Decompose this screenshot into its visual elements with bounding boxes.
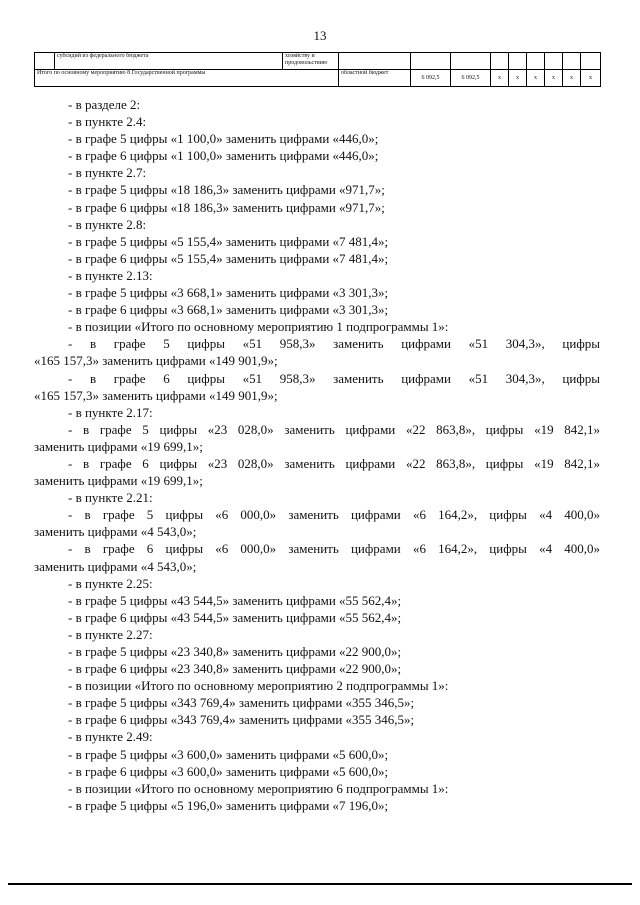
list-item: - в графе 5 цифры «6 000,0» заменить цифрами «6 164,2», цифры «4 400,0» (68, 507, 600, 523)
list-item: - в позиции «Итого по основному мероприятию 2 подпрограммы 1»: (68, 678, 449, 694)
list-item: «165 157,3» заменить цифрами «149 901,9»; (34, 387, 278, 403)
list-item: - в графе 5 цифры «43 544,5» заменить цифрами «55 562,4»; (68, 592, 402, 608)
table-row (35, 70, 601, 87)
list-item: - в графе 5 цифры «3 668,1» заменить цифрами «3 301,3»; (68, 285, 389, 301)
list-item: - в пункте 2.21: (68, 490, 153, 506)
table-cell (411, 53, 451, 70)
list-item: - в графе 5 цифры «23 340,8» заменить цифрами «22 900,0»; (68, 644, 402, 659)
table-cell (491, 53, 509, 70)
table-cell (563, 53, 581, 70)
table-cell (451, 53, 491, 70)
table-cell (339, 53, 411, 70)
table-cell (509, 53, 527, 70)
list-item: - в графе 5 цифры «343 769,4» заменить цифрами «355 346,5»; (68, 695, 415, 711)
list-item: - в графе 6 цифры «18 186,3» заменить цифрами «971,7»; (68, 199, 385, 215)
table-cell (35, 53, 55, 70)
list-item: - в графе 6 цифры «51 958,3» заменить цифрами «51 304,3», цифры (68, 370, 600, 386)
list-item: - в графе 6 цифры «5 155,4» заменить цифрами «7 481,4»; (68, 250, 389, 266)
table-cell: х (563, 70, 581, 87)
table-cell: х (581, 70, 601, 87)
table-row (35, 53, 601, 70)
list-item: - в графе 6 цифры «343 769,4» заменить цифрами «355 346,5»; (68, 712, 415, 728)
list-item: заменить цифрами «19 699,1»; (34, 473, 203, 489)
list-item: - в позиции «Итого по основному мероприятию 6 подпрограммы 1»: (68, 780, 449, 796)
list-item: - в графе 6 цифры «23 340,8» заменить цифрами «22 900,0»; (68, 661, 402, 677)
table-cell-total-label: Итого по основному мероприятию 8 Государственной программы (35, 70, 339, 87)
table-cell (527, 53, 545, 70)
table-cell: х (491, 70, 509, 87)
list-item: - в пункте 2.17: (68, 404, 153, 420)
list-item: - в пункте 2.4: (68, 114, 147, 130)
list-item: - в пункте 2.13: (68, 267, 153, 283)
list-item: заменить цифрами «19 699,1»; (34, 438, 203, 454)
table-cell (581, 53, 601, 70)
page-number: 13 (313, 28, 327, 43)
list-item: - в графе 5 цифры «5 155,4» заменить цифрами «7 481,4»; (68, 233, 389, 249)
list-item: - в разделе 2: (68, 97, 141, 112)
list-item: - в графе 6 цифры «3 600,0» заменить цифрами «5 600,0»; (68, 763, 389, 779)
list-item: - в графе 5 цифры «3 600,0» заменить цифрами «5 600,0»; (68, 746, 389, 762)
amendment-list (34, 96, 600, 814)
list-item: - в пункте 2.7: (68, 165, 147, 181)
footer-rule (8, 883, 632, 885)
list-item: - в позиции «Итого по основному мероприятию 1 подпрограммы 1»: (68, 319, 449, 335)
list-item: - в пункте 2.27: (68, 626, 153, 642)
list-item: заменить цифрами «4 543,0»; (34, 524, 197, 540)
list-item: - в графе 6 цифры «1 100,0» заменить цифрами «446,0»; (68, 148, 379, 164)
list-item: - в графе 5 цифры «23 028,0» заменить цифрами «22 863,8», цифры «19 842,1» (68, 421, 600, 437)
table-cell: областной бюджет (339, 70, 411, 87)
list-item: - в пункте 2.25: (68, 575, 153, 591)
list-item: - в графе 6 цифры «3 668,1» заменить цифрами «3 301,3»; (68, 302, 389, 318)
list-item: - в пункте 2.8: (68, 216, 147, 232)
list-item: «165 157,3» заменить цифрами «149 901,9»; (34, 353, 278, 369)
list-item: - в пункте 2.49: (68, 729, 153, 745)
list-item: заменить цифрами «4 543,0»; (34, 558, 197, 574)
list-item: - в графе 5 цифры «5 196,0» заменить цифрами «7 196,0»; (68, 797, 389, 813)
list-item: - в графе 6 цифры «6 000,0» заменить цифрами «6 164,2», цифры «4 400,0» (68, 541, 600, 557)
table-cell: 6 092,5 (451, 70, 491, 87)
list-item: - в графе 6 цифры «43 544,5» заменить цифрами «55 562,4»; (68, 609, 402, 625)
budget-table-fragment (34, 52, 601, 87)
table-cell: субсидий из федерального бюджета (55, 53, 283, 70)
table-cell: х (527, 70, 545, 87)
table-cell: х (545, 70, 563, 87)
list-item: - в графе 5 цифры «18 186,3» заменить цифрами «971,7»; (68, 182, 385, 198)
list-item: - в графе 6 цифры «23 028,0» заменить цифрами «22 863,8», цифры «19 842,1» (68, 455, 600, 471)
table-cell: 6 092,5 (411, 70, 451, 87)
table-cell: х (509, 70, 527, 87)
list-item: - в графе 5 цифры «1 100,0» заменить цифрами «446,0»; (68, 131, 379, 147)
table-cell (545, 53, 563, 70)
list-item: - в графе 5 цифры «51 958,3» заменить цифрами «51 304,3», цифры (68, 336, 600, 352)
table-cell: хозяйству и продовольствию (283, 53, 339, 70)
